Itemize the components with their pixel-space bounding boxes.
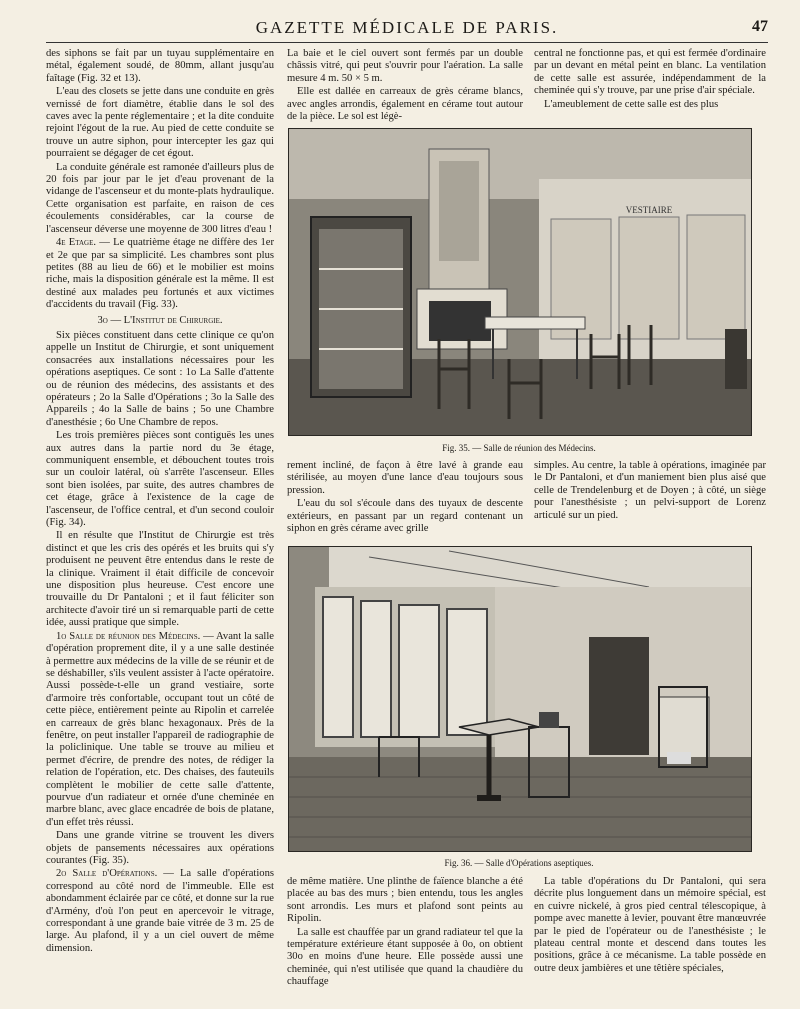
header-rule (46, 42, 768, 43)
paragraph (46, 868, 274, 955)
section-label: 1o Salle de réunion des Médecins. — (56, 630, 214, 642)
paragraph: L'ameublement de cette salle est des plus (544, 98, 719, 110)
paragraph: rement incliné, de façon à être lavé à grande eau stérilisée, au moyen d'une lance d'eau toujours sous pression. (287, 460, 523, 496)
column-middle-mid (287, 460, 523, 546)
paragraph-text: Le quatrième étage ne diffère des 1er et 2e que par sa simplicité. Les chambres sont plus petites (88 au lieu de 66) et le mobilier est moins riche, mais la disposition générale est la même. Il est destiné aux malades peu fortunés et aux victimes d'accidents du travail (Fig. 33). (46, 237, 274, 311)
paragraph (46, 631, 274, 830)
paragraph: L'eau du sol s'écoule dans des tuyaux de descente extérieurs, en passant par un regard contenant un siphon en grès cérame avec grille (287, 498, 523, 535)
paragraph-text: La salle d'opérations correspond au côté nord de l'immeuble. Elle est abondamment éclairée par ce côté, et donne sur la rue d'Armény, d'où l'on peut en apercevoir le vitrage, correspondant à une grande baie vitrée de 3 m. 25 de large. Au plafond, il y a un ciel ouvert de même dimension. (46, 868, 274, 954)
paragraph: de même matière. Une plinthe de faïence blanche a été placée au bas des murs ; bien entendu, tous les angles sont arrondis. Les murs et plafond sont peints au Ripolin. (287, 876, 523, 925)
figure-36-caption: Fig. 36. — Salle d'Opérations aseptiques. (444, 858, 594, 868)
column-middle-top (287, 48, 523, 132)
paragraph: L'eau des closets se jette dans une conduite en grès vernissé de fort diamètre, établie dans le sol des caves avec la pente réglementaire ; et la dite conduite rejoint l'égout de la rue. Au pied de cette conduite se trouve un autre siphon, pour intercepter les gaz qui pourraient se dégager de cet égout. (46, 86, 274, 160)
paragraph: Six pièces constituent dans cette clinique ce qu'on appelle un Institut de Chirurgie, et sont uniquement consacrées aux installations nécessaires pour les opérations aseptiques. Ce sont : 1o La Salle d'attente ou de réunion des médecins, des assistants et des opérateurs ; 2o la Salle d'Opérations ; 3o la Salle des Appareils ; 4o la Salle de bains ; 5o une Chambre d'anesthésie ; 6o Une Chambre de repos. (46, 329, 274, 428)
paragraph: Dans une grande vitrine se trouvent les divers objets de pansements nécessaires aux opérations courantes (Fig. 35). (46, 830, 274, 866)
paragraph: Les trois premières pièces sont contiguës les unes aux autres dans la partie nord du 3e étage, communiquent ensemble, et débouchent toutes trois sur un couloir latéral, où s'arrête l'ascenseur. Elles sont bien isolées, par suite, des autres chambres de cet étage, grâce à l'existence de la cage de l'ascenseur, de l'office central, et d'un second couloir (Fig. 34). (46, 430, 274, 529)
column-right-top (534, 48, 766, 132)
column-left (46, 48, 274, 998)
page-number: 47 (752, 18, 768, 35)
meeting-room-illustration (289, 129, 751, 435)
paragraph: La salle est chauffée par un grand radiateur tel que la température extérieure étant supposée à 0o, on obtient 30o en moins d'une heure. Elle possède aussi une cheminée, qui n'est utilisée que quand la chaudière du chauffage (287, 926, 523, 988)
column-right-bottom (534, 876, 766, 1002)
operating-room-illustration (289, 547, 751, 851)
vestiaire-sign: VESTIAIRE (625, 205, 673, 215)
paragraph: simples. Au centre, la table à opérations, imaginée par le Dr Pantaloni, et d'un maniement bien plus aisé que celle de Trendelenburg et de Doyen ; à côté, un siège pour l'anesthésiste ; un pelvi-support de Lorenz articulé sur un pied. (534, 460, 766, 521)
figure-35-photo (288, 128, 752, 436)
column-right-mid (534, 460, 766, 546)
paragraph: La baie et le ciel ouvert sont fermés par un double châssis vitré, qui peut s'ouvrir pour l'aération. La salle mesure 4 m. 50 × 5 m. (287, 48, 523, 84)
figure-35-caption: Fig. 35. — Salle de réunion des Médecins. (442, 443, 596, 453)
paragraph: des siphons se fait par un tuyau supplémentaire en métal, également soudé, de 80mm, allant jusqu'au faîtage (Fig. 32 et 13). (46, 48, 274, 84)
paragraph (46, 237, 274, 311)
page-header (46, 18, 768, 44)
paragraph: La conduite générale est ramonée d'ailleurs plus de 20 fois par jour par le jet d'eau provenant de la vidange de l'ascenseur et du monte-plats hydraulique. Cette organisation est parfaite, en raison de ces écoulements considérables, car la course de l'ascenseur déverse une moyenne de 300 litres d'eau ! (46, 161, 274, 235)
section-heading: 3o — L'Institut de Chirurgie. (97, 314, 223, 326)
section-label: 4e Etage. — (56, 237, 110, 249)
section-label: 2o Salle d'Opérations. — (56, 868, 174, 880)
paragraph: Il en résulte que l'Institut de Chirurgie est très distinct et que les cris des opérés et les bruits qui s'y produisent ne peuvent être entendus dans le reste de la clinique. Vraiment il était difficile de concevoir une disposition plus heureuse. C'est encore une trouvaille du Dr Pantaloni ; et il faut féliciter son architecte d'avoir tiré un si remarquable parti de cette idée, aussi pratique que simple. (46, 530, 274, 629)
column-middle-bottom (287, 876, 523, 1002)
figure-36-photo (288, 546, 752, 852)
paragraph-text: Avant la salle d'opération proprement dite, il y a une salle destinée à permettre aux médecins de la ville de se réunir et de se déshabiller, s'ils veulent assister à l'acte opératoire. Aussi possède-t-elle un grand vestiaire, sorte d'armoire très confortable, occupant tout un côté de cette pièce, entièrement peinte au Ripolin et carrelée en carreaux de grès blanc hexagonaux. Près de la fenêtre, on peut installer l'appareil de radiographie de la policlinique. Une table se trouve au milieu et permet d'écrire, de prendre des notes, de rédiger la relation de l'opération, etc. Des chaises, des fauteuils complètent le mobilier de cette salle d'attente, pourvue d'un radiateur et ornée d'une cheminée en marbre blanc, avec glace encadrée de bois de platane, d'un effet très réussi. (46, 630, 274, 828)
paragraph: Elle est dallée en carreaux de grès cérame blancs, avec angles arrondis, également en cérame tout autour de la pièce. Le sol est légè- (287, 86, 523, 123)
journal-title: GAZETTE MÉDICALE DE PARIS. (255, 18, 559, 37)
paragraph: central ne fonctionne pas, et qui est fermée d'ordinaire par un devant en métal peint en blanc. La ventilation de cette salle est assurée, indépendamment de la cheminée qui s'y trouve, par une prise d'air spéciale. (534, 48, 766, 97)
paragraph: La table d'opérations du Dr Pantaloni, qui sera décrite plus longuement dans un mémoire spécial, est en cuivre nickelé, à gros pied central télescopique, à pompe avec manette à levier, pouvant être manœuvrée par le pied de l'opérateur ou de l'anesthésiste ; le plateau central monte et descend dans toutes les positions, grâce à ce mécanisme. La table possède en outre deux jambières et une têtière spéciales, (534, 876, 766, 974)
